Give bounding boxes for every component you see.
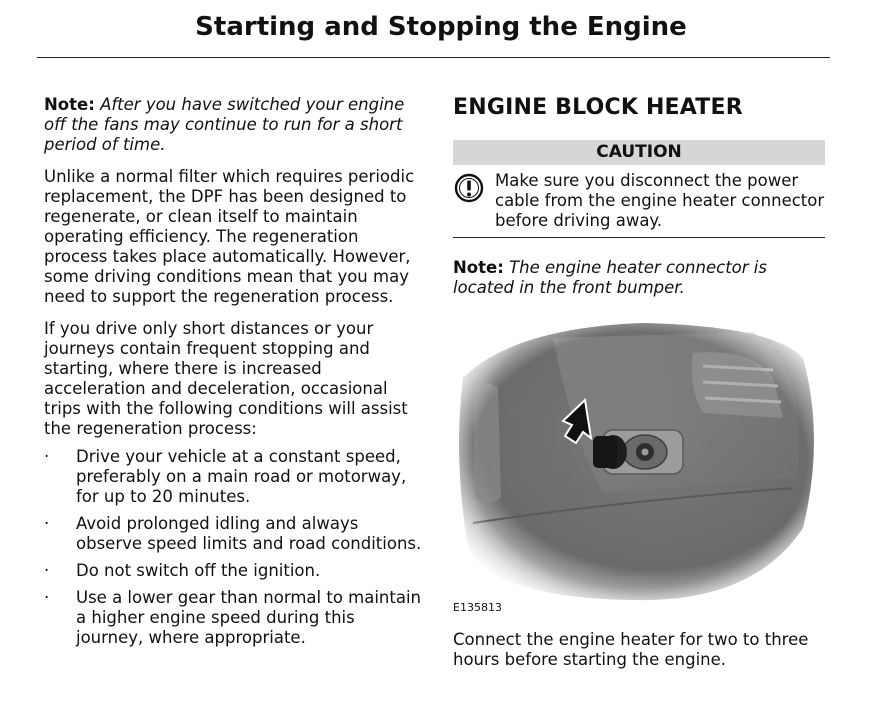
note-paragraph — [44, 95, 426, 155]
note-paragraph — [453, 258, 825, 298]
note-label: Note: — [453, 258, 504, 277]
conditions-list — [44, 447, 426, 648]
list-item-text: Do not switch off the ignition. — [76, 561, 321, 580]
list-item-text: Avoid prolonged idling and always observe speed limits and road conditions. — [76, 514, 422, 553]
figure-caption: Connect the engine heater for two to three hours before starting the engine. — [453, 630, 809, 669]
bullet: · — [44, 588, 50, 607]
caution-icon — [454, 173, 484, 203]
note-text: The engine heater connector is located in the front bumper. — [453, 258, 767, 297]
caution-body — [453, 171, 825, 238]
list-item — [44, 447, 426, 507]
list-item — [44, 588, 426, 648]
bullet: · — [44, 514, 50, 533]
note-text: After you have switched your engine off the fans may continue to run for a short period of time. — [44, 95, 405, 154]
right-column — [453, 95, 825, 614]
short-journeys-paragraph: If you drive only short distances or your journeys contain frequent stopping and starting, where there is increased acceleration and deceleration, occasional trips with the following conditions will assist the regeneration process: — [44, 319, 408, 438]
bumper-illustration — [453, 318, 825, 603]
section-heading: ENGINE BLOCK HEATER — [453, 95, 743, 120]
note-label: Note: — [44, 95, 95, 114]
bullet: · — [44, 447, 50, 466]
list-item-text: Use a lower gear than normal to maintain a higher engine speed during this journey, where appropriate. — [76, 588, 422, 647]
bumper-figure — [453, 318, 825, 614]
left-column — [44, 95, 426, 655]
page-title: Starting and Stopping the Engine — [195, 12, 687, 42]
figure-code: E135813 — [453, 601, 502, 614]
caution-banner: CAUTION — [453, 140, 825, 165]
list-item-text: Drive your vehicle at a constant speed, preferably on a main road or motorway, for up to 20 minutes. — [76, 447, 407, 506]
list-item — [44, 514, 426, 554]
dpf-paragraph: Unlike a normal filter which requires periodic replacement, the DPF has been designed to regenerate, or clean itself to maintain operating efficiency. The regeneration process takes place automatically. However, some driving conditions mean that you may need to support the regeneration process. — [44, 167, 415, 306]
title-divider — [37, 57, 830, 58]
bullet: · — [44, 561, 50, 580]
caution-text: Make sure you disconnect the power cable from the engine heater connector before driving away. — [495, 171, 825, 230]
list-item — [44, 561, 426, 581]
